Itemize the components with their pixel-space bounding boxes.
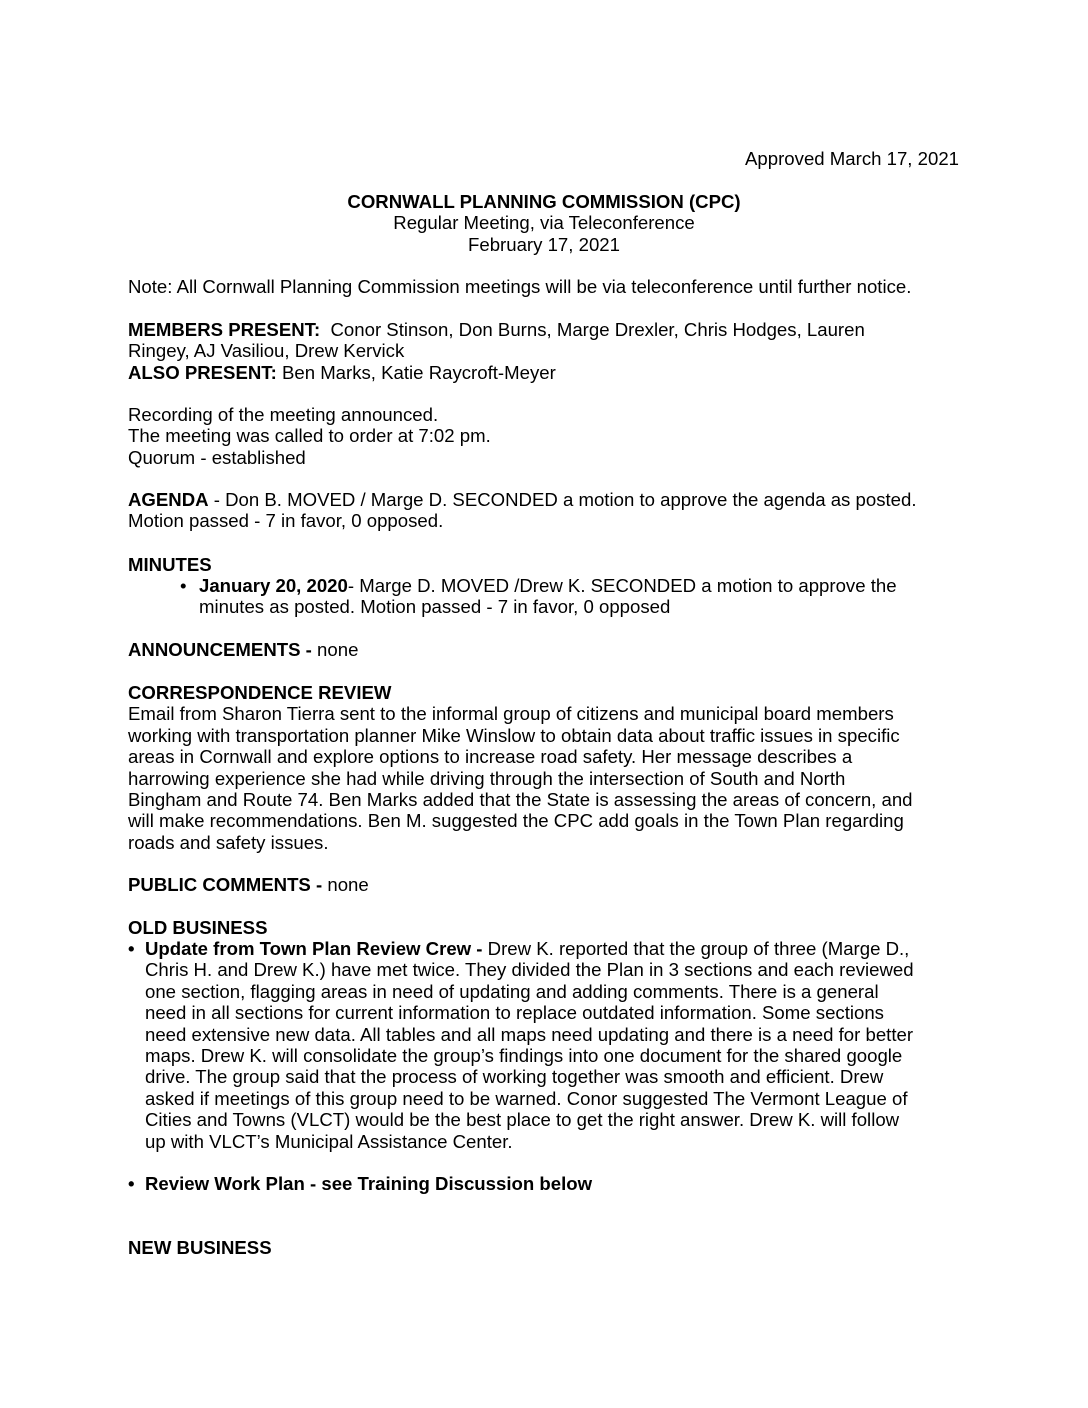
correspondence-line: Email from Sharon Tierra sent to the informal group of citizens and municipal board members: [128, 703, 894, 725]
correspondence-line: working with transportation planner Mike Winslow to obtain data about traffic issues in specific: [128, 724, 900, 746]
old-business-item-work-plan: [128, 1173, 963, 1194]
members-present-label: MEMBERS PRESENT:: [128, 319, 321, 340]
town-plan-review-line: need in all sections for current information to replace outdated information. Some sections: [145, 1002, 884, 1024]
teleconference-note: Note: All Cornwall Planning Commission meetings will be via teleconference until further notice.: [128, 276, 912, 297]
announcements-text: none: [317, 639, 359, 660]
attendance-section: [128, 319, 963, 383]
document-header: [0, 191, 1088, 255]
correspondence-line: will make recommendations. Ben M. suggested the CPC add goals in the Town Plan regarding: [128, 810, 904, 832]
quorum-status: Quorum - established: [128, 446, 306, 468]
minutes-item-date: January 20, 2020: [199, 575, 348, 596]
correspondence-heading: CORRESPONDENCE REVIEW: [128, 682, 392, 703]
public-comments-text: none: [327, 874, 369, 895]
agenda-motion: - Don B. MOVED / Marge D. SECONDED a motion to approve the agenda as posted.: [208, 489, 917, 510]
town-plan-review-line: need extensive new data. All tables and all maps need updating and there is a need for better: [145, 1023, 914, 1045]
opening-section: [128, 404, 963, 468]
correspondence-line: roads and safety issues.: [128, 831, 329, 853]
correspondence-line: areas in Cornwall and explore options to increase road safety. Her message describes a: [128, 746, 853, 768]
meeting-date: February 17, 2021: [468, 233, 620, 255]
members-present-list: Conor Stinson, Don Burns, Marge Drexler, Chris Hodges, Lauren: [320, 319, 865, 340]
town-plan-review-line: one section, flagging areas in need of updating and adding comments. There is a general: [145, 980, 879, 1002]
minutes-item-vote: minutes as posted. Motion passed - 7 in favor, 0 opposed: [199, 596, 671, 618]
approval-date: Approved March 17, 2021: [745, 148, 959, 169]
town-plan-review-line: maps. Drew K. will consolidate the group’s findings into one document for the shared google: [145, 1045, 903, 1067]
agenda-vote: Motion passed - 7 in favor, 0 opposed.: [128, 510, 444, 532]
public-comments-label: PUBLIC COMMENTS -: [128, 874, 328, 895]
town-plan-review-line: Chris H. and Drew K.) have met twice. They divided the Plan in 3 sections and each reviewed: [145, 959, 914, 981]
agenda-section: [128, 489, 963, 532]
new-business-heading: NEW BUSINESS: [128, 1237, 272, 1258]
meeting-type: Regular Meeting, via Teleconference: [393, 212, 695, 234]
town-plan-review-text: Drew K. reported that the group of three (Marge D.,: [487, 938, 910, 959]
town-plan-review-line: asked if meetings of this group need to be warned. Conor suggested The Vermont League of: [145, 1087, 908, 1109]
call-to-order: The meeting was called to order at 7:02 pm.: [128, 425, 491, 447]
town-plan-review-line: up with VLCT’s Municipal Assistance Center.: [145, 1130, 513, 1152]
minutes-heading: MINUTES: [128, 554, 212, 575]
town-plan-review-line: Cities and Towns (VLCT) would be the best place to get the right answer. Drew K. will follow: [145, 1109, 900, 1131]
recording-note: Recording of the meeting announced.: [128, 404, 439, 425]
announcements-section: [128, 639, 963, 660]
document-title: CORNWALL PLANNING COMMISSION (CPC): [347, 191, 741, 212]
members-present-list-cont: Ringey, AJ Vasiliou, Drew Kervick: [128, 340, 405, 362]
town-plan-review-line: drive. The group said that the process of working together was smooth and efficient. Drew: [145, 1066, 884, 1088]
correspondence-line: harrowing experience she had while driving through the intersection of South and North: [128, 767, 846, 789]
public-comments-section: [128, 874, 963, 895]
old-business-item-town-plan: [128, 938, 963, 1152]
minutes-item: [182, 575, 962, 618]
bullet: •: [128, 1173, 135, 1194]
bullet: •: [180, 575, 187, 596]
correspondence-section: [128, 682, 963, 853]
town-plan-review-label: Update from Town Plan Review Crew -: [145, 938, 488, 959]
agenda-label: AGENDA: [128, 489, 209, 510]
also-present-list: Ben Marks, Katie Raycroft-Meyer: [276, 361, 556, 383]
announcements-label: ANNOUNCEMENTS -: [128, 639, 318, 660]
correspondence-line: Bingham and Route 74. Ben Marks added that the State is assessing the areas of concern, and: [128, 789, 913, 811]
minutes-item-motion: - Marge D. MOVED /Drew K. SECONDED a motion to approve the: [347, 575, 897, 596]
bullet: •: [128, 938, 135, 959]
work-plan-label: Review Work Plan - see Training Discussion below: [145, 1173, 593, 1194]
old-business-heading: OLD BUSINESS: [128, 917, 268, 938]
also-present-label: ALSO PRESENT:: [128, 361, 277, 383]
